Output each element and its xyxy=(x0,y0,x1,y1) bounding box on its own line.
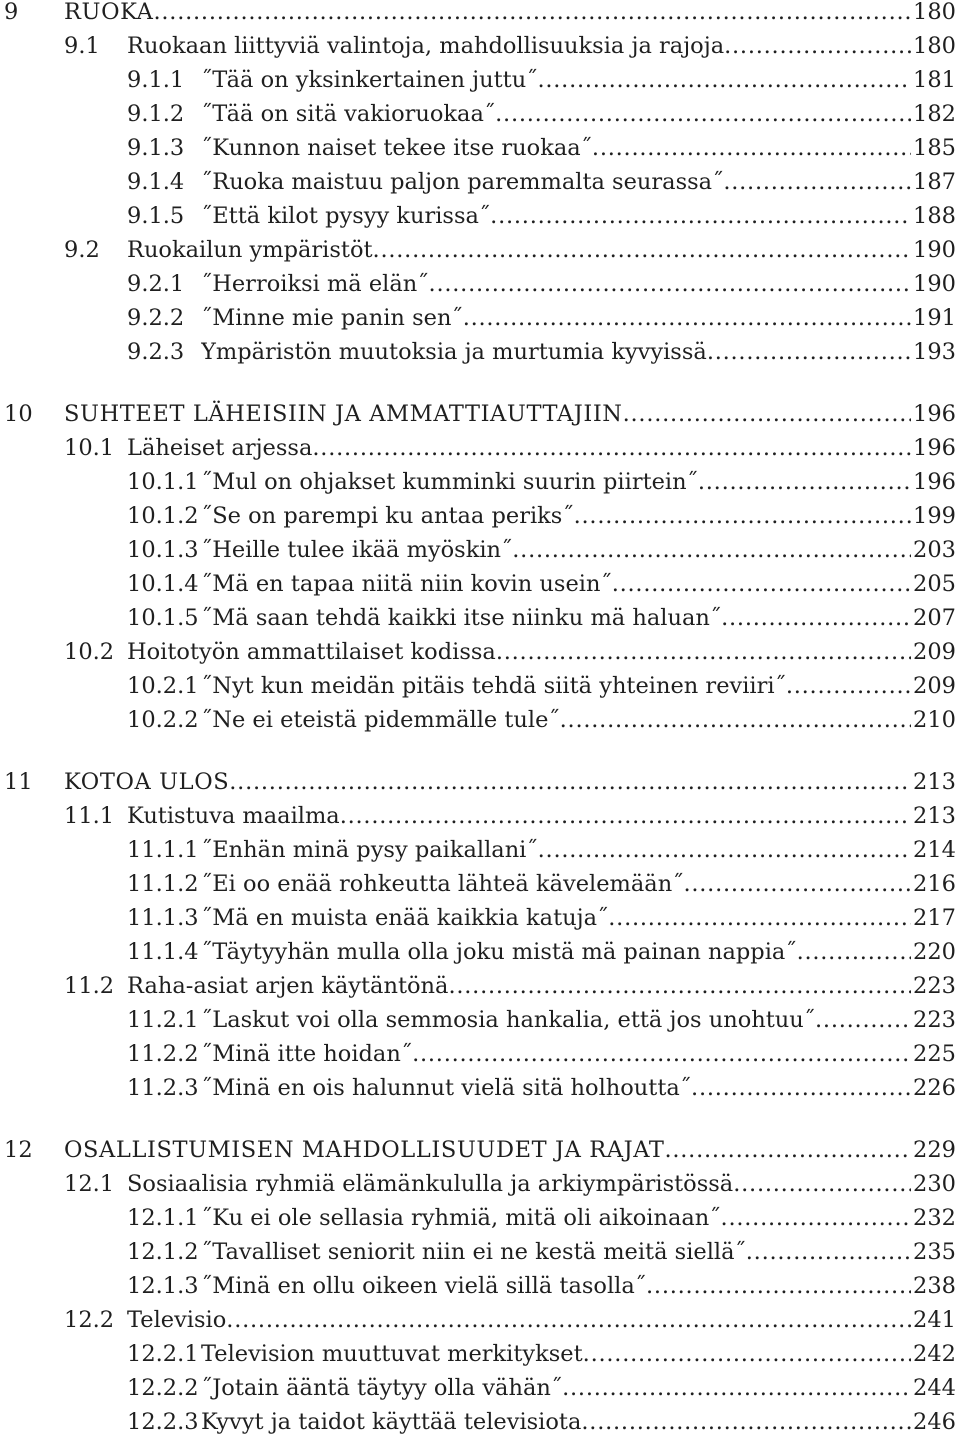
toc-entry-level-2[interactable] xyxy=(0,1071,960,1105)
toc-entry-number: 10.1.4 xyxy=(127,571,199,597)
toc-entry-level-1[interactable] xyxy=(0,635,960,669)
toc-entry-title: Raha-asiat arjen käytäntönä xyxy=(127,973,449,999)
toc-entry-number: 10.1.1 xyxy=(127,469,199,495)
toc-entry-page-number: 209 xyxy=(913,673,956,699)
toc-entry-title: ˝Ei oo enää rohkeutta lähteä kävelemään˝ xyxy=(201,871,684,897)
toc-entry-page-number: 230 xyxy=(913,1171,956,1197)
toc-entry-number: 10.2.2 xyxy=(127,707,199,733)
dot-leader xyxy=(154,0,912,29)
dot-leader xyxy=(512,533,911,567)
toc-entry-page-number: 196 xyxy=(913,469,956,495)
dot-leader xyxy=(608,901,911,935)
toc-entry-number: 12.2.3 xyxy=(127,1409,199,1435)
toc-entry-number: 12 xyxy=(4,1137,33,1163)
toc-entry-title: Kyvyt ja taidot käyttää televisiota xyxy=(201,1409,582,1435)
toc-entry-page-number: 216 xyxy=(913,871,956,897)
toc-entry-level-2[interactable] xyxy=(0,131,960,165)
toc-entry-page-number: 199 xyxy=(913,503,956,529)
toc-entry-number: 11.1.1 xyxy=(127,837,199,863)
toc-entry-level-2[interactable] xyxy=(0,267,960,301)
toc-entry-level-2[interactable] xyxy=(0,1037,960,1071)
dot-leader xyxy=(495,97,911,131)
dot-leader xyxy=(664,1133,911,1167)
toc-entry-level-0[interactable] xyxy=(0,0,960,29)
toc-entry-page-number: 223 xyxy=(913,1007,956,1033)
dot-leader xyxy=(490,199,911,233)
toc-entry-level-1[interactable] xyxy=(0,233,960,267)
toc-entry-title: ˝Se on parempi ku antaa periks˝ xyxy=(201,503,574,529)
toc-entry-level-1[interactable] xyxy=(0,431,960,465)
toc-entry-page-number: 235 xyxy=(913,1239,956,1265)
toc-entry-title: ˝Mul on ohjakset kumminki suurin piirtein˝ xyxy=(201,469,698,495)
toc-entry-level-2[interactable] xyxy=(0,335,960,369)
toc-entry-number: 12.2.1 xyxy=(127,1341,199,1367)
toc-entry-number: 9.1.4 xyxy=(127,169,185,195)
toc-entry-number: 10.1.2 xyxy=(127,503,199,529)
toc-entry-page-number: 181 xyxy=(913,67,956,93)
toc-entry-level-2[interactable] xyxy=(0,97,960,131)
toc-entry-title: ˝Tää on yksinkertainen juttu˝ xyxy=(201,67,538,93)
toc-entry-page-number: 185 xyxy=(913,135,956,161)
dot-leader xyxy=(583,1337,911,1371)
toc-entry-page-number: 232 xyxy=(913,1205,956,1231)
toc-entry-number: 11.1 xyxy=(64,803,115,829)
toc-entry-title: SUHTEET LÄHEISIIN JA AMMATTIAUTTAJIIN xyxy=(64,401,623,427)
toc-entry-page-number: 213 xyxy=(913,803,956,829)
toc-entry-level-2[interactable] xyxy=(0,669,960,703)
toc-entry-number: 10.1 xyxy=(64,435,115,461)
toc-entry-level-2[interactable] xyxy=(0,165,960,199)
toc-entry-level-2[interactable] xyxy=(0,499,960,533)
toc-entry-number: 12.2 xyxy=(64,1307,115,1333)
toc-entry-level-2[interactable] xyxy=(0,1269,960,1303)
toc-entry-level-2[interactable] xyxy=(0,63,960,97)
toc-entry-title: RUOKA xyxy=(64,0,154,25)
toc-entry-page-number: 229 xyxy=(913,1137,956,1163)
toc-entry-number: 9.1.1 xyxy=(127,67,185,93)
dot-leader xyxy=(721,1201,912,1235)
toc-entry-level-2[interactable] xyxy=(0,867,960,901)
dot-leader xyxy=(229,765,911,799)
toc-entry-level-2[interactable] xyxy=(0,1371,960,1405)
toc-entry-level-2[interactable] xyxy=(0,935,960,969)
dot-leader xyxy=(707,335,911,369)
toc-entry-number: 9.2.3 xyxy=(127,339,185,365)
toc-entry-title: ˝Heille tulee ikää myöskin˝ xyxy=(201,537,513,563)
toc-entry-number: 9.2.2 xyxy=(127,305,185,331)
toc-entry-title: Televisio xyxy=(127,1307,227,1333)
toc-entry-page-number: 246 xyxy=(913,1409,956,1435)
toc-entry-title: Ruokaan liittyviä valintoja, mahdollisuuksia ja rajoja xyxy=(127,33,725,59)
toc-entry-page-number: 190 xyxy=(913,271,956,297)
dot-leader xyxy=(815,1003,911,1037)
toc-entry-title: ˝Tää on sitä vakioruokaa˝ xyxy=(201,101,496,127)
dot-leader xyxy=(691,1071,911,1105)
toc-entry-title: ˝Ruoka maistuu paljon paremmalta seurassa˝ xyxy=(201,169,724,195)
toc-entry-level-2[interactable] xyxy=(0,301,960,335)
dot-leader xyxy=(226,1303,911,1337)
toc-entry-number: 10.2.1 xyxy=(127,673,199,699)
toc-entry-level-0[interactable] xyxy=(0,765,960,799)
toc-entry-page-number: 180 xyxy=(913,33,956,59)
dot-leader xyxy=(312,431,911,465)
toc-entry-number: 11.2.2 xyxy=(127,1041,199,1067)
toc-entry-title: ˝Tavalliset seniorit niin ei ne kestä meitä siellä˝ xyxy=(201,1239,746,1265)
toc-entry-title: ˝Minne mie panin sen˝ xyxy=(201,305,463,331)
toc-entry-page-number: 210 xyxy=(913,707,956,733)
toc-entry-title: ˝Herroiksi mä elän˝ xyxy=(201,271,429,297)
toc-entry-number: 11.1.2 xyxy=(127,871,199,897)
toc-entry-page-number: 209 xyxy=(913,639,956,665)
toc-entry-number: 12.1.1 xyxy=(127,1205,199,1231)
toc-entry-page-number: 190 xyxy=(913,237,956,263)
toc-entry-level-1[interactable] xyxy=(0,1303,960,1337)
toc-entry-page-number: 188 xyxy=(913,203,956,229)
dot-leader xyxy=(496,635,911,669)
toc-entry-number: 11.2 xyxy=(64,973,115,999)
toc-entry-page-number: 203 xyxy=(913,537,956,563)
toc-entry-number: 10.1.3 xyxy=(127,537,199,563)
toc-entry-title: ˝Jotain ääntä täytyy olla vähän˝ xyxy=(201,1375,563,1401)
dot-leader xyxy=(429,267,912,301)
toc-entry-title: ˝Ku ei ole sellasia ryhmiä, mitä oli aikoinaan˝ xyxy=(201,1205,721,1231)
toc-entry-title: ˝Laskut voi olla semmosia hankalia, että jos unohtuu˝ xyxy=(201,1007,816,1033)
toc-entry-title: KOTOA ULOS xyxy=(64,769,230,795)
toc-entry-page-number: 223 xyxy=(913,973,956,999)
dot-leader xyxy=(797,935,911,969)
dot-leader xyxy=(574,499,911,533)
toc-entry-page-number: 213 xyxy=(913,769,956,795)
toc-entry-title: Kutistuva maailma xyxy=(127,803,340,829)
toc-entry-level-2[interactable] xyxy=(0,1337,960,1371)
toc-entry-page-number: 187 xyxy=(913,169,956,195)
toc-entry-number: 12.1.2 xyxy=(127,1239,199,1265)
toc-entry-level-1[interactable] xyxy=(0,799,960,833)
toc-entry-number: 9.1 xyxy=(64,33,100,59)
toc-entry-title: ˝Minä en ollu oikeen vielä sillä tasolla˝ xyxy=(201,1273,647,1299)
toc-entry-level-2[interactable] xyxy=(0,567,960,601)
toc-entry-number: 11.2.3 xyxy=(127,1075,199,1101)
toc-entry-level-2[interactable] xyxy=(0,533,960,567)
toc-entry-number: 9.1.5 xyxy=(127,203,185,229)
toc-entry-level-1[interactable] xyxy=(0,1167,960,1201)
toc-entry-level-0[interactable] xyxy=(0,1133,960,1167)
toc-entry-page-number: 238 xyxy=(913,1273,956,1299)
toc-entry-number: 10.2 xyxy=(64,639,115,665)
dot-leader xyxy=(724,29,911,63)
dot-leader xyxy=(612,567,911,601)
dot-leader xyxy=(786,669,911,703)
toc-entry-title: ˝Täytyyhän mulla olla joku mistä mä painan nappia˝ xyxy=(201,939,797,965)
toc-entry-title: Läheiset arjessa xyxy=(127,435,313,461)
toc-entry-number: 11.1.4 xyxy=(127,939,199,965)
toc-entry-page-number: 196 xyxy=(913,435,956,461)
toc-entry-title: ˝Mä en tapaa niitä niin kovin usein˝ xyxy=(201,571,612,597)
toc-entry-number: 9 xyxy=(4,0,19,25)
toc-entry-page-number: 191 xyxy=(913,305,956,331)
toc-entry-level-2[interactable] xyxy=(0,601,960,635)
toc-entry-number: 11.2.1 xyxy=(127,1007,199,1033)
toc-entry-level-2[interactable] xyxy=(0,1405,960,1439)
toc-entry-level-2[interactable] xyxy=(0,1235,960,1269)
dot-leader xyxy=(623,397,911,431)
dot-leader xyxy=(733,1167,911,1201)
dot-leader xyxy=(683,867,911,901)
toc-entry-page-number: 182 xyxy=(913,101,956,127)
toc-entry-page-number: 220 xyxy=(913,939,956,965)
toc-entry-number: 9.1.2 xyxy=(127,101,185,127)
toc-entry-page-number: 193 xyxy=(913,339,956,365)
toc-entry-title: ˝Kunnon naiset tekee itse ruokaa˝ xyxy=(201,135,592,161)
toc-entry-title: ˝Että kilot pysyy kurissa˝ xyxy=(201,203,491,229)
toc-entry-title: Ruokailun ympäristöt xyxy=(127,237,373,263)
toc-entry-level-1[interactable] xyxy=(0,29,960,63)
toc-entry-title: Sosiaalisia ryhmiä elämänkululla ja arkiympäristössä xyxy=(127,1171,734,1197)
dot-leader xyxy=(646,1269,911,1303)
toc-entry-number: 9.1.3 xyxy=(127,135,185,161)
dot-leader xyxy=(560,703,911,737)
toc-entry-level-2[interactable] xyxy=(0,901,960,935)
toc-entry-number: 11.1.3 xyxy=(127,905,199,931)
dot-leader xyxy=(592,131,911,165)
toc-entry-page-number: 205 xyxy=(913,571,956,597)
toc-entry-page-number: 241 xyxy=(913,1307,956,1333)
dot-leader xyxy=(581,1405,911,1439)
toc-entry-level-2[interactable] xyxy=(0,1003,960,1037)
toc-entry-title: ˝Mä saan tehdä kaikki itse niinku mä haluan˝ xyxy=(201,605,722,631)
toc-entry-page-number: 207 xyxy=(913,605,956,631)
toc-entry-title: OSALLISTUMISEN MAHDOLLISUUDET JA RAJAT xyxy=(64,1137,665,1163)
toc-entry-number: 9.2 xyxy=(64,237,100,263)
toc-entry-number: 12.1.3 xyxy=(127,1273,199,1299)
dot-leader xyxy=(746,1235,911,1269)
toc-entry-level-0[interactable] xyxy=(0,397,960,431)
dot-leader xyxy=(562,1371,911,1405)
toc-entry-number: 10.1.5 xyxy=(127,605,199,631)
toc-entry-number: 10 xyxy=(4,401,33,427)
dot-leader xyxy=(373,233,912,267)
dot-leader xyxy=(412,1037,911,1071)
toc-entry-number: 9.2.1 xyxy=(127,271,185,297)
dot-leader xyxy=(538,833,911,867)
toc-entry-level-2[interactable] xyxy=(0,703,960,737)
toc-entry-title: ˝Minä en ois halunnut vielä sitä holhoutta˝ xyxy=(201,1075,692,1101)
toc-entry-title: ˝Enhän minä pysy paikallani˝ xyxy=(201,837,538,863)
toc-entry-title: ˝Mä en muista enää kaikkia katuja˝ xyxy=(201,905,609,931)
toc-entry-number: 12.2.2 xyxy=(127,1375,199,1401)
dot-leader xyxy=(537,63,911,97)
dot-leader xyxy=(463,301,911,335)
toc-entry-title: Hoitotyön ammattilaiset kodissa xyxy=(127,639,496,665)
toc-entry-title: ˝Ne ei eteistä pidemmälle tule˝ xyxy=(201,707,560,733)
toc-entry-page-number: 214 xyxy=(913,837,956,863)
toc-entry-page-number: 180 xyxy=(913,0,956,25)
toc-entry-title: Television muuttuvat merkitykset xyxy=(201,1341,583,1367)
toc-entry-page-number: 225 xyxy=(913,1041,956,1067)
toc-entry-page-number: 226 xyxy=(913,1075,956,1101)
toc-entry-page-number: 196 xyxy=(913,401,956,427)
toc-entry-level-2[interactable] xyxy=(0,1201,960,1235)
toc-entry-level-1[interactable] xyxy=(0,969,960,1003)
toc-entry-title: Ympäristön muutoksia ja murtumia kyvyissä xyxy=(201,339,707,365)
toc-entry-level-2[interactable] xyxy=(0,465,960,499)
toc-entry-number: 12.1 xyxy=(64,1171,115,1197)
toc-entry-number: 11 xyxy=(4,769,33,795)
toc-entry-title: ˝Minä itte hoidan˝ xyxy=(201,1041,413,1067)
toc-entry-level-2[interactable] xyxy=(0,833,960,867)
dot-leader xyxy=(698,465,911,499)
dot-leader xyxy=(340,799,911,833)
toc-entry-page-number: 242 xyxy=(913,1341,956,1367)
dot-leader xyxy=(723,165,911,199)
toc-entry-level-2[interactable] xyxy=(0,199,960,233)
dot-leader xyxy=(448,969,911,1003)
toc-entry-page-number: 244 xyxy=(913,1375,956,1401)
toc-entry-page-number: 217 xyxy=(913,905,956,931)
dot-leader xyxy=(721,601,911,635)
toc-entry-title: ˝Nyt kun meidän pitäis tehdä siitä yhteinen reviiri˝ xyxy=(201,673,786,699)
